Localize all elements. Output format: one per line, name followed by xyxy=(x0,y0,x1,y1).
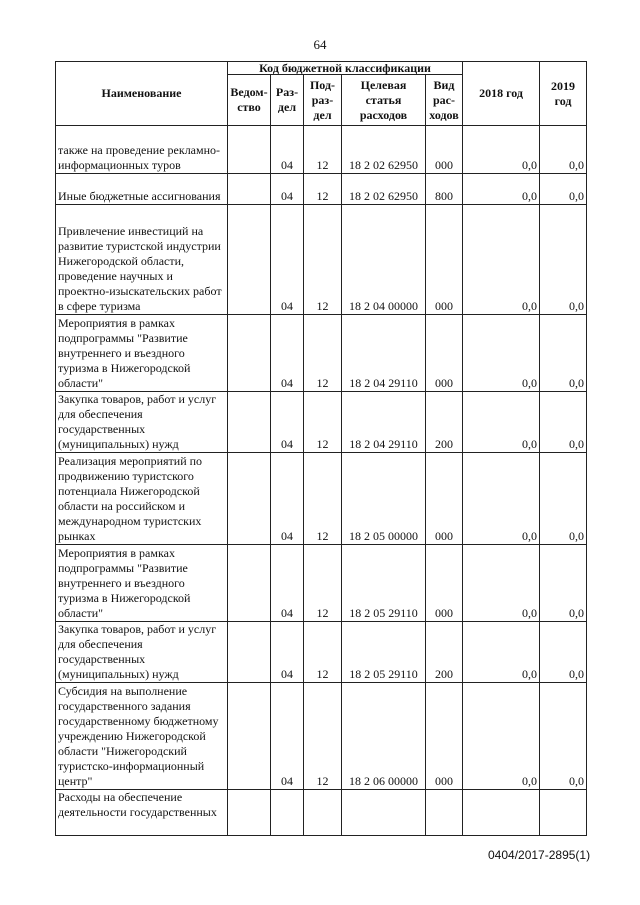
row-name: Мероприятия в рамках подпрограммы "Развитие внутреннего и въездного туризма в Нижегородской области" xyxy=(56,315,228,392)
row-celevaya: 18 2 02 62950 xyxy=(342,174,426,205)
row-2018 xyxy=(463,790,540,836)
row-2019 xyxy=(540,790,587,836)
row-name: Закупка товаров, работ и услуг для обеспечения государственных (муниципальных) нужд xyxy=(56,622,228,683)
row-vedom xyxy=(228,453,271,545)
row-podrazdel xyxy=(304,790,342,836)
row-podrazdel: 12 xyxy=(304,174,342,205)
row-podrazdel: 12 xyxy=(304,453,342,545)
table-row xyxy=(56,790,587,836)
row-vid xyxy=(426,790,463,836)
row-celevaya: 18 2 02 62950 xyxy=(342,126,426,174)
table-row xyxy=(56,453,587,545)
row-2019: 0,0 xyxy=(540,392,587,453)
table-row xyxy=(56,205,587,315)
row-vid: 200 xyxy=(426,392,463,453)
row-2018: 0,0 xyxy=(463,174,540,205)
row-celevaya: 18 2 04 29110 xyxy=(342,315,426,392)
row-vedom xyxy=(228,126,271,174)
table-row xyxy=(56,545,587,622)
row-razdel: 04 xyxy=(271,392,304,453)
row-name: Иные бюджетные ассигнования xyxy=(56,174,228,205)
document-code: 0404/2017-2895(1) xyxy=(488,848,591,862)
table-body xyxy=(56,126,587,836)
row-vid: 000 xyxy=(426,683,463,790)
row-celevaya: 18 2 06 00000 xyxy=(342,683,426,790)
row-2018: 0,0 xyxy=(463,205,540,315)
row-vid: 000 xyxy=(426,453,463,545)
row-razdel: 04 xyxy=(271,683,304,790)
row-2019: 0,0 xyxy=(540,622,587,683)
row-razdel: 04 xyxy=(271,126,304,174)
row-vid: 800 xyxy=(426,174,463,205)
row-vid: 000 xyxy=(426,545,463,622)
table-row xyxy=(56,315,587,392)
row-2019: 0,0 xyxy=(540,205,587,315)
row-2019: 0,0 xyxy=(540,174,587,205)
row-celevaya: 18 2 05 00000 xyxy=(342,453,426,545)
row-2018: 0,0 xyxy=(463,545,540,622)
header-budget-code-group: Код бюджетной классификации xyxy=(228,62,463,75)
table-header xyxy=(56,62,587,126)
row-vid: 000 xyxy=(426,315,463,392)
table-row xyxy=(56,174,587,205)
table-row xyxy=(56,622,587,683)
header-2019: 2019 год xyxy=(540,62,587,126)
row-2019: 0,0 xyxy=(540,683,587,790)
row-podrazdel: 12 xyxy=(304,545,342,622)
row-2019: 0,0 xyxy=(540,315,587,392)
page-number: 64 xyxy=(313,37,327,52)
row-2018: 0,0 xyxy=(463,392,540,453)
row-2018: 0,0 xyxy=(463,453,540,545)
table-row xyxy=(56,126,587,174)
row-vedom xyxy=(228,392,271,453)
row-2018: 0,0 xyxy=(463,683,540,790)
row-vedom xyxy=(228,205,271,315)
row-vid: 000 xyxy=(426,126,463,174)
row-podrazdel: 12 xyxy=(304,126,342,174)
row-razdel: 04 xyxy=(271,315,304,392)
row-razdel: 04 xyxy=(271,622,304,683)
table-row xyxy=(56,683,587,790)
header-2018: 2018 год xyxy=(463,62,540,126)
row-celevaya: 18 2 05 29110 xyxy=(342,545,426,622)
row-razdel xyxy=(271,790,304,836)
row-vedom xyxy=(228,622,271,683)
header-vid: Вид рас-ходов xyxy=(426,75,463,126)
row-2019: 0,0 xyxy=(540,126,587,174)
header-celevaya: Целевая статья расходов xyxy=(342,75,426,126)
row-name: Реализация мероприятий по продвижению туристского потенциала Нижегородской области на российском и международном туристских рынках xyxy=(56,453,228,545)
row-podrazdel: 12 xyxy=(304,205,342,315)
header-vedom: Ведом-ство xyxy=(228,75,271,126)
row-2018: 0,0 xyxy=(463,315,540,392)
row-podrazdel: 12 xyxy=(304,315,342,392)
row-podrazdel: 12 xyxy=(304,683,342,790)
row-celevaya: 18 2 04 00000 xyxy=(342,205,426,315)
row-vedom xyxy=(228,683,271,790)
row-vedom xyxy=(228,790,271,836)
row-razdel: 04 xyxy=(271,453,304,545)
table-row xyxy=(56,392,587,453)
row-razdel: 04 xyxy=(271,205,304,315)
row-name: Мероприятия в рамках подпрограммы "Развитие внутреннего и въездного туризма в Нижегородской области" xyxy=(56,545,228,622)
row-vedom xyxy=(228,174,271,205)
row-name: Закупка товаров, работ и услуг для обеспечения государственных (муниципальных) нужд xyxy=(56,392,228,453)
row-name: Привлечение инвестиций на развитие туристской индустрии Нижегородской области, проведение научных и проектно-изыскательских работ в сфере туризма xyxy=(56,205,228,315)
row-celevaya xyxy=(342,790,426,836)
header-name: Наименование xyxy=(56,62,228,126)
row-2019: 0,0 xyxy=(540,545,587,622)
row-vid: 200 xyxy=(426,622,463,683)
row-celevaya: 18 2 05 29110 xyxy=(342,622,426,683)
row-razdel: 04 xyxy=(271,545,304,622)
row-vedom xyxy=(228,315,271,392)
row-2018: 0,0 xyxy=(463,622,540,683)
row-name: Субсидия на выполнение государственного задания государственному бюджетному учреждению Нижегородской области "Нижегородский туристско-информационный центр" xyxy=(56,683,228,790)
row-2018: 0,0 xyxy=(463,126,540,174)
header-razdel: Раз-дел xyxy=(271,75,304,126)
row-vid: 000 xyxy=(426,205,463,315)
budget-table xyxy=(55,61,587,836)
row-vedom xyxy=(228,545,271,622)
row-podrazdel: 12 xyxy=(304,392,342,453)
row-2019: 0,0 xyxy=(540,453,587,545)
row-name: также на проведение рекламно-информационных туров xyxy=(56,126,228,174)
row-podrazdel: 12 xyxy=(304,622,342,683)
row-name: Расходы на обеспечение деятельности государственных xyxy=(56,790,228,836)
header-podrazdel: Под-раз-дел xyxy=(304,75,342,126)
row-celevaya: 18 2 04 29110 xyxy=(342,392,426,453)
row-razdel: 04 xyxy=(271,174,304,205)
